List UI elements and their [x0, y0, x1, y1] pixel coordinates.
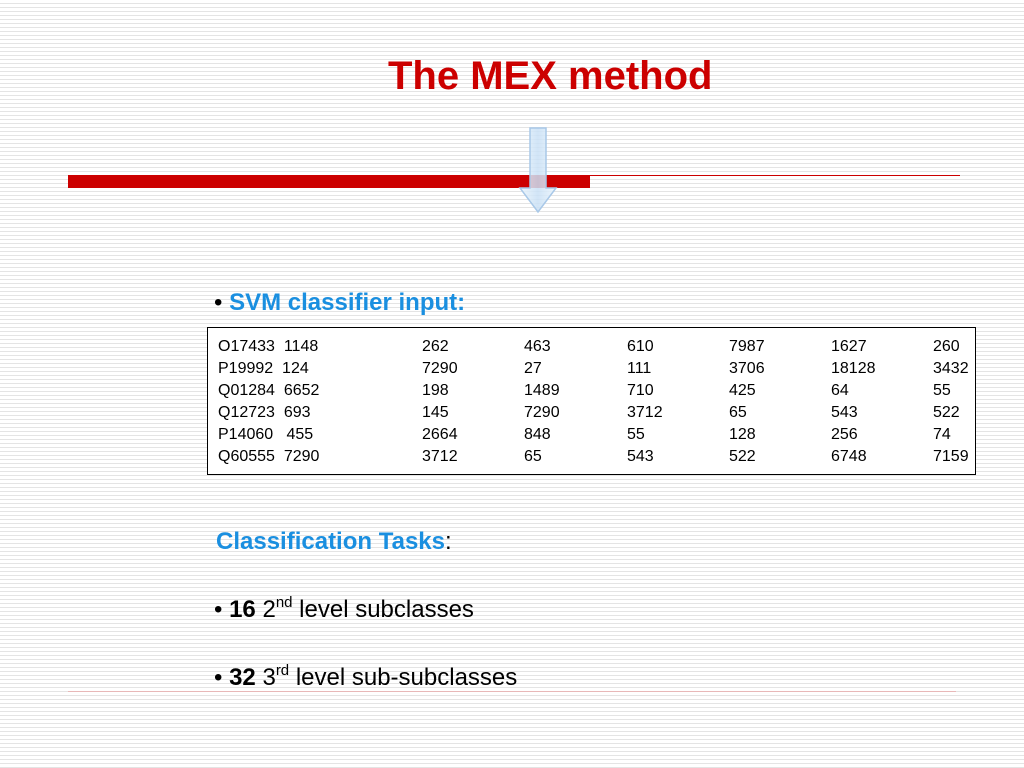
svm-input-label: SVM classifier input — [229, 289, 458, 316]
table-cell: 463 — [524, 338, 551, 355]
table-cell: 3712 — [422, 448, 458, 465]
bullet: • — [214, 596, 223, 623]
table-cell: 3432 — [933, 360, 969, 377]
table-cell: P19992 124 — [218, 360, 309, 377]
title-underline-thin — [590, 175, 960, 176]
table-cell: 1627 — [831, 338, 867, 355]
table-cell: 55 — [933, 382, 951, 399]
sub-subclasses-text: level sub-subclasses — [295, 664, 518, 691]
table-cell: P14060 455 — [218, 426, 314, 443]
table-cell: 64 — [831, 382, 849, 399]
subclasses-text: level subclasses — [299, 596, 474, 623]
table-cell: 65 — [524, 448, 542, 465]
table-cell: 145 — [422, 404, 449, 421]
table-row — [208, 446, 975, 468]
level-ordinal-suffix: nd — [275, 594, 293, 611]
table-cell: Q60555 7290 — [218, 448, 320, 465]
table-cell: 3706 — [729, 360, 765, 377]
table-row — [208, 336, 975, 358]
level-ordinal-suffix: rd — [275, 662, 290, 679]
table-cell: 111 — [627, 360, 652, 377]
level-number: 2 — [262, 596, 276, 623]
svm-input-heading — [214, 289, 465, 317]
table-cell: 522 — [933, 404, 960, 421]
table-row — [208, 358, 975, 380]
table-cell: 7159 — [933, 448, 969, 465]
table-cell: Q12723 693 — [218, 404, 311, 421]
table-cell: 610 — [627, 338, 654, 355]
table-cell: 425 — [729, 382, 756, 399]
classification-tasks-label: Classification Tasks — [216, 528, 445, 555]
table-cell: 65 — [729, 404, 747, 421]
table-cell: 522 — [729, 448, 756, 465]
sub-subclasses-bullet — [214, 664, 517, 692]
table-cell: Q01284 6652 — [218, 382, 320, 399]
table-cell: 848 — [524, 426, 551, 443]
table-cell: 543 — [831, 404, 858, 421]
table-cell: 262 — [422, 338, 449, 355]
title-underline-thick — [68, 175, 590, 188]
table-cell: 55 — [627, 426, 645, 443]
table-cell: 18128 — [831, 360, 876, 377]
classification-tasks-colon: : — [444, 528, 452, 555]
table-cell: 543 — [627, 448, 654, 465]
table-cell: 198 — [422, 382, 449, 399]
bullet: • — [214, 664, 223, 691]
table-cell: 27 — [524, 360, 542, 377]
table-cell: 6748 — [831, 448, 867, 465]
down-arrow-icon — [518, 126, 558, 214]
table-cell: 260 — [933, 338, 960, 355]
slide-title: The MEX method — [388, 54, 713, 98]
bullet: • — [214, 289, 223, 316]
svm-input-colon: : — [457, 289, 466, 316]
svm-input-table — [207, 327, 976, 475]
table-cell: 128 — [729, 426, 756, 443]
sub-subclass-count: 32 — [229, 664, 256, 691]
table-cell: 2664 — [422, 426, 458, 443]
table-row — [208, 402, 975, 424]
table-cell: 710 — [627, 382, 654, 399]
table-row — [208, 380, 975, 402]
table-cell: 7290 — [422, 360, 458, 377]
level-number: 3 — [262, 664, 276, 691]
table-cell: 1489 — [524, 382, 560, 399]
subclass-count: 16 — [229, 596, 256, 623]
table-cell: 256 — [831, 426, 858, 443]
table-cell: 74 — [933, 426, 951, 443]
table-cell: 7290 — [524, 404, 560, 421]
table-cell: 3712 — [627, 404, 663, 421]
subclasses-bullet — [214, 596, 474, 624]
table-cell: O17433 1148 — [218, 338, 319, 355]
classification-tasks-heading — [216, 528, 452, 556]
footer-divider — [68, 691, 956, 692]
table-cell: 7987 — [729, 338, 765, 355]
table-row — [208, 424, 975, 446]
